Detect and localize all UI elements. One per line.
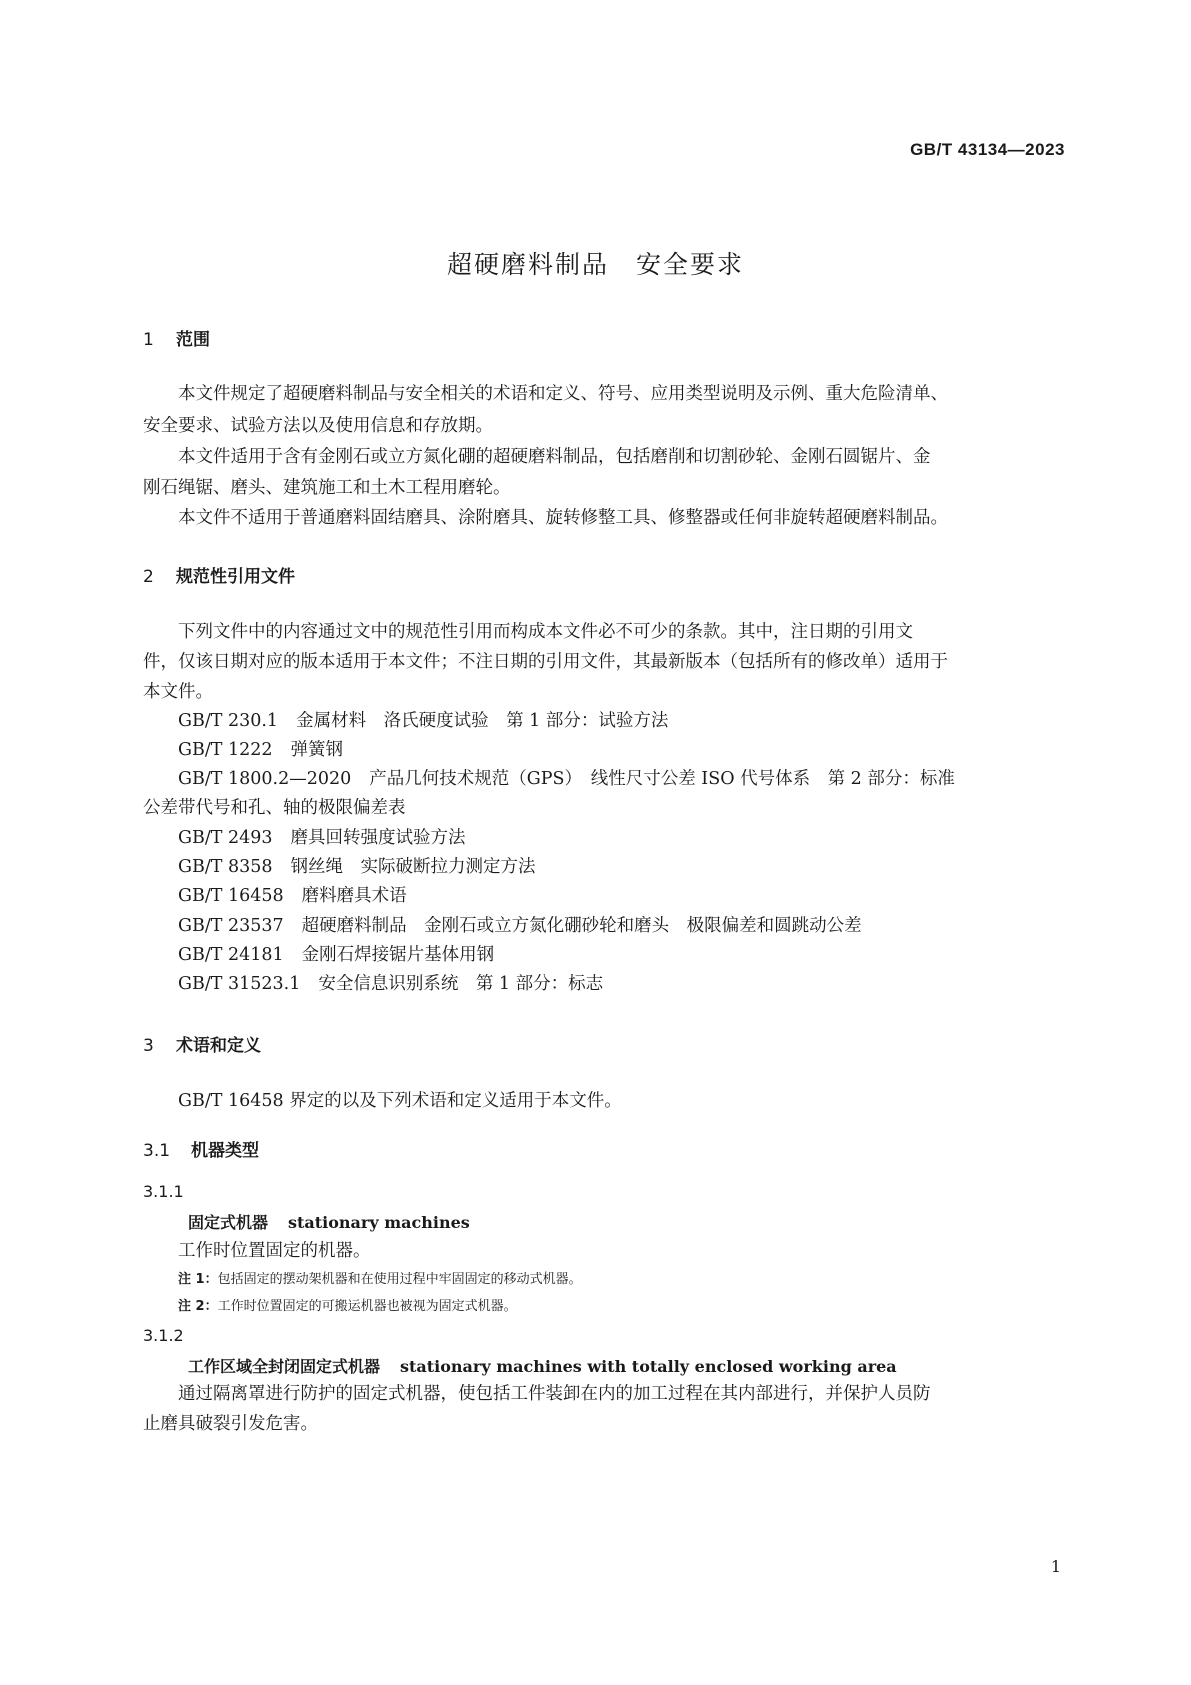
reference-item xyxy=(178,968,603,1000)
section-1-heading xyxy=(143,325,210,350)
term-zh: 固定式机器 xyxy=(188,1213,269,1232)
note-text: 工作时位置固定的可搬运机器也被视为固定式机器。 xyxy=(217,1299,517,1314)
reference-title: 钢丝绳 实际破断拉力测定方法 xyxy=(290,857,536,877)
section-number: 1 xyxy=(143,330,154,350)
reference-code: GB/T 16458 xyxy=(178,886,284,906)
reference-continuation: 公差带代号和孔、轴的极限偏差表 xyxy=(143,798,406,818)
reference-code: GB/T 230.1 xyxy=(178,711,279,731)
reference-code: GB/T 31523.1 xyxy=(178,974,301,994)
paragraph: 本文件适用于含有金刚石或立方氮化硼的超硬磨料制品，包括磨削和切割砂轮、金刚石圆锯片、金 xyxy=(178,447,931,467)
term-en: stationary machines xyxy=(288,1213,470,1232)
note-label: 注 2： xyxy=(178,1299,218,1314)
section-title: 范围 xyxy=(176,330,210,350)
term-entry xyxy=(188,1210,470,1233)
reference-code: GB/T 1800.2—2020 xyxy=(178,769,352,789)
term-definition: 通过隔离罩进行防护的固定式机器，使包括工件装卸在内的加工过程在其内部进行，并保护人员防 xyxy=(178,1384,931,1404)
reference-item xyxy=(178,705,668,737)
reference-item xyxy=(178,734,343,766)
paragraph-continuation: 本文件。 xyxy=(143,682,213,702)
reference-title: 金属材料 洛氏硬度试验 第 1 部分：试验方法 xyxy=(296,711,669,731)
term-number: 3.1.2 xyxy=(143,1326,184,1345)
subsection-number: 3.1 xyxy=(143,1141,171,1161)
section-number: 3 xyxy=(143,1036,154,1056)
reference-item xyxy=(178,880,407,912)
subsection-3-1-heading xyxy=(143,1136,259,1161)
reference-item xyxy=(178,939,494,971)
note-label: 注 1： xyxy=(178,1272,218,1287)
note-text: 包括固定的摆动架机器和在使用过程中牢固固定的移动式机器。 xyxy=(217,1272,582,1287)
section-number: 2 xyxy=(143,567,154,587)
term-definition-continuation: 止磨具破裂引发危害。 xyxy=(143,1414,318,1434)
paragraph-continuation: 件，仅该日期对应的版本适用于本文件；不注日期的引用文件，其最新版本（包括所有的修改单）适用于 xyxy=(143,652,948,672)
term-number: 3.1.1 xyxy=(143,1182,184,1201)
page-number: 1 xyxy=(1050,1557,1061,1576)
standard-code: GB/T 43134—2023 xyxy=(910,140,1065,159)
term-definition: 工作时位置固定的机器。 xyxy=(178,1241,371,1261)
section-title: 术语和定义 xyxy=(176,1036,261,1056)
reference-title: 超硬磨料制品 金刚石或立方氮化硼砂轮和磨头 极限偏差和圆跳动公差 xyxy=(301,916,862,936)
section-title: 规范性引用文件 xyxy=(176,567,295,587)
reference-title: 金刚石焊接锯片基体用钢 xyxy=(301,945,495,965)
reference-code: GB/T 2493 xyxy=(178,828,273,848)
reference-item xyxy=(178,763,955,795)
reference-title: 磨料磨具术语 xyxy=(301,886,407,906)
reference-item xyxy=(178,822,466,854)
section-3-heading xyxy=(143,1031,261,1056)
reference-item xyxy=(178,910,862,942)
reference-code: GB/T 8358 xyxy=(178,857,273,877)
term-zh: 工作区域全封闭固定式机器 xyxy=(188,1357,381,1376)
section-2-heading xyxy=(143,562,295,587)
term-entry xyxy=(188,1354,897,1377)
reference-item xyxy=(178,851,536,883)
reference-code: GB/T 24181 xyxy=(178,945,284,965)
note xyxy=(178,1297,517,1317)
subsection-title: 机器类型 xyxy=(191,1141,259,1161)
reference-title: 安全信息识别系统 第 1 部分：标志 xyxy=(318,974,604,994)
reference-code: GB/T 23537 xyxy=(178,916,284,936)
note xyxy=(178,1270,582,1290)
paragraph-continuation: 刚石绳锯、磨头、建筑施工和土木工程用磨轮。 xyxy=(143,478,511,498)
reference-title: 磨具回转强度试验方法 xyxy=(290,828,466,848)
paragraph: 本文件不适用于普通磨料固结磨具、涂附磨具、旋转修整工具、修整器或任何非旋转超硬磨料制品。 xyxy=(178,508,948,528)
paragraph: 下列文件中的内容通过文中的规范性引用而构成本文件必不可少的条款。其中，注日期的引用文 xyxy=(178,622,913,642)
reference-title: 产品几何技术规范（GPS） 线性尺寸公差 ISO 代号体系 第 2 部分：标准 xyxy=(369,769,955,789)
reference-title: 弹簧钢 xyxy=(290,740,344,760)
document-title: 超硬磨料制品 安全要求 xyxy=(446,250,744,279)
paragraph: GB/T 16458 界定的以及下列术语和定义适用于本文件。 xyxy=(178,1091,622,1111)
paragraph: 本文件规定了超硬磨料制品与安全相关的术语和定义、符号、应用类型说明及示例、重大危险清单、 xyxy=(178,384,948,404)
paragraph-continuation: 安全要求、试验方法以及使用信息和存放期。 xyxy=(143,416,493,436)
reference-code: GB/T 1222 xyxy=(178,740,273,760)
term-en: stationary machines with totally enclosed working area xyxy=(400,1357,897,1376)
